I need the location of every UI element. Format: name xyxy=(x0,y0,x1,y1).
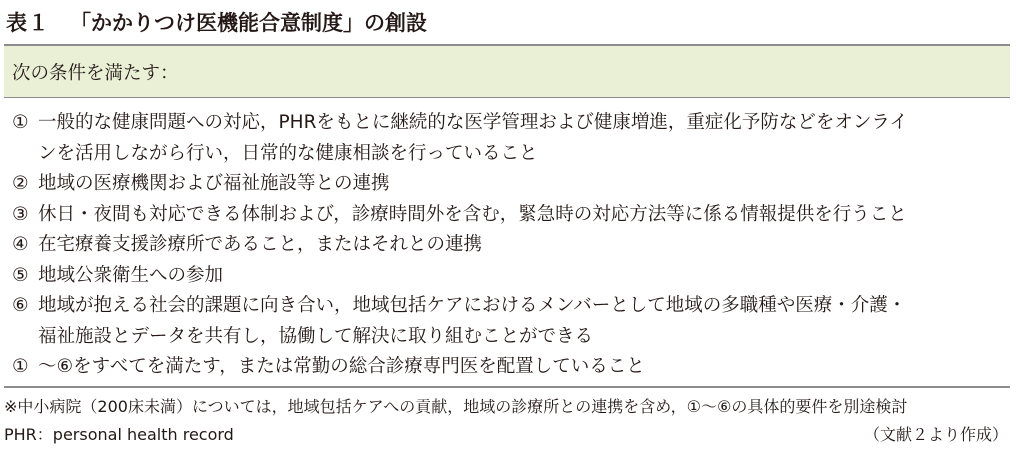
condition-item-3 xyxy=(12,200,1010,231)
table-title xyxy=(6,4,427,40)
condition-text: 地域が抱える社会的課題に向き合い，地域包括ケアにおけるメンバーとして地域の多職種や医療・介護・ 福祉施設とデータを共有し，協働して解決に取り組むことができる xyxy=(38,295,907,347)
footnote: ※中小病院（200床未満）については，地域包括ケアへの貢献，地域の診療所との連携を含め，①～⑥の具体的要件を別途検討 xyxy=(4,397,908,416)
condition-text: 休日・夜間も対応できる体制および，診療時間外を含む，緊急時の対応方法等に係る情報提供を行うこと xyxy=(38,203,907,225)
condition-item-1 xyxy=(12,108,1010,169)
condition-number: ② xyxy=(12,173,29,194)
condition-number: ⑥ xyxy=(12,295,29,316)
table-header xyxy=(4,46,1010,98)
conditions-list xyxy=(4,98,1010,383)
table-title-text: 「かかりつけ医機能合意制度」の創設 xyxy=(70,11,427,35)
table-header-text: 次の条件を満たす： xyxy=(12,62,179,84)
condition-item-6 xyxy=(12,291,1010,352)
condition-number: ① xyxy=(12,356,29,377)
condition-item-2 xyxy=(12,169,1010,200)
condition-text: 地域公衆衛生への参加 xyxy=(38,264,224,286)
source-citation: （文献２より作成） xyxy=(863,425,1008,444)
condition-item-4 xyxy=(12,230,1010,261)
condition-text: 一般的な健康問題への対応，PHRをもとに継続的な医学管理および健康増進，重症化予防などをオンライ ンを活用しながら行い，日常的な健康相談を行っていること xyxy=(38,112,908,164)
conditions-table xyxy=(4,44,1010,388)
condition-number: ⑤ xyxy=(12,264,29,286)
condition-text: ～⑥をすべてを満たす，または常勤の総合診療専門医を配置していること xyxy=(38,356,645,377)
condition-text: 地域の医療機関および福祉施設等との連携 xyxy=(38,173,390,194)
condition-summary xyxy=(12,352,1010,383)
table-number-label: 表１ xyxy=(6,11,50,35)
condition-text: 在宅療養支援診療所であること，またはそれとの連携 xyxy=(38,234,483,255)
condition-number: ③ xyxy=(12,203,29,225)
condition-item-5 xyxy=(12,261,1010,292)
condition-number: ① xyxy=(12,112,29,133)
condition-number: ④ xyxy=(12,234,29,255)
abbreviation-note: PHR：personal health record xyxy=(4,425,234,444)
